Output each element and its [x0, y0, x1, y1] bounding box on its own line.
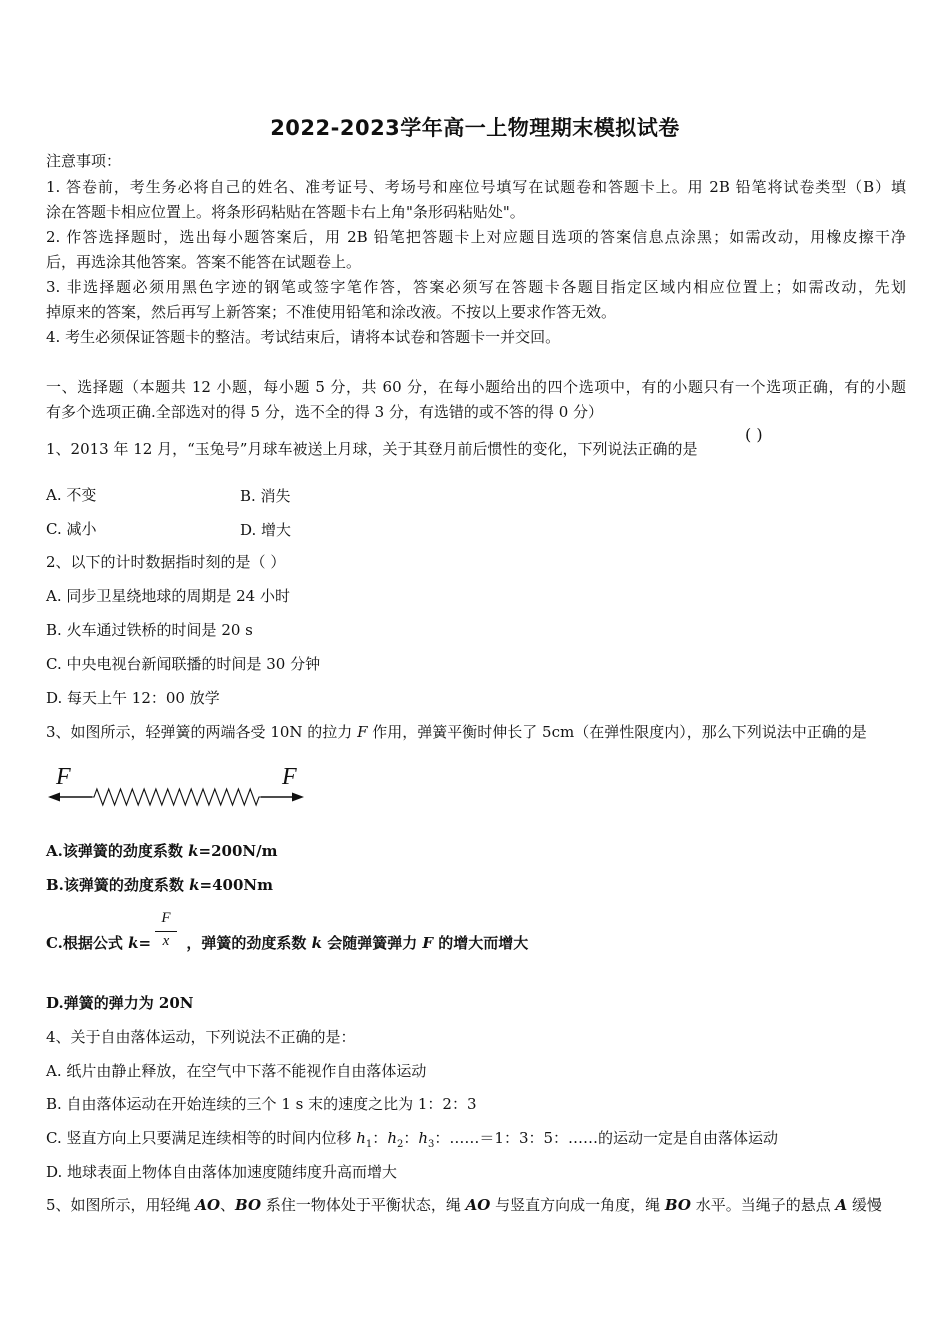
force-label-left: F: [56, 764, 71, 790]
question-3-option-a: A.该弹簧的劲度系数 k=200N/m: [46, 842, 278, 860]
notice-line-6: 掉原来的答案，然后再写上新答案；不准使用铅笔和涂改液。不按以上要求作答无效。: [46, 303, 617, 321]
question-1-stem: 1、2013 年 12 月，“玉兔号”月球车被送上月球，关于其登月前后惯性的变化，下列说法正确的是: [46, 440, 698, 458]
arrow-right-head: [292, 793, 304, 802]
question-3-option-c: C.根据公式 k= ，弹簧的劲度系数 k 会随弹簧弹力 F 的增大而增大: [46, 934, 529, 952]
arrow-left-head: [48, 793, 60, 802]
spring-coil: [92, 789, 261, 805]
question-1-option-c: C. 减小: [46, 520, 97, 538]
notice-line-1: 1. 答卷前，考生务必将自己的姓名、准考证号、考场号和座位号填写在试题卷和答题卡上。用 2B 铅笔将试卷类型（B）填: [46, 178, 906, 196]
fraction-bar: [155, 931, 177, 932]
question-3-option-b: B.该弹簧的劲度系数 k=400Nm: [46, 876, 273, 894]
notice-line-4: 后，再选涂其他答案。答案不能答在试题卷上。: [46, 253, 362, 271]
question-1-answer-blank: ( ): [745, 425, 763, 444]
question-1-option-b: B. 消失: [240, 487, 291, 505]
page-title: 2022-2023学年高一上物理期末模拟试卷: [270, 116, 680, 140]
question-2-option-b: B. 火车通过铁桥的时间是 20 s: [46, 621, 253, 639]
notice-heading: 注意事项：: [46, 152, 122, 170]
question-5-stem: 5、如图所示，用轻绳 AO、BO 系住一物体处于平衡状态，绳 AO 与竖直方向成一角度，绳 BO 水平。当绳子的悬点 A 缓慢: [46, 1196, 882, 1214]
force-label-right: F: [282, 764, 297, 790]
question-2-option-a: A. 同步卫星绕地球的周期是 24 小时: [46, 587, 290, 605]
fraction-numerator: F: [161, 910, 171, 926]
question-2-stem: 2、以下的计时数据指时刻的是（ ）: [46, 553, 286, 571]
question-4-option-d: D. 地球表面上物体自由落体加速度随纬度升高而增大: [46, 1163, 398, 1181]
fraction-denominator: x: [162, 933, 170, 949]
question-1-option-a: A. 不变: [46, 486, 97, 504]
notice-line-5: 3. 非选择题必须用黑色字迹的钢笔或签字笔作答，答案必须写在答题卡各题目指定区域内相应位置上；如需改动，先划: [46, 278, 906, 296]
question-1-option-d: D. 增大: [240, 521, 292, 539]
notice-line-3: 2. 作答选择题时，选出每小题答案后，用 2B 铅笔把答题卡上对应题目选项的答案信息点涂黑；如需改动，用橡皮擦干净: [46, 228, 906, 246]
question-4-option-c: C. 竖直方向上只要满足连续相等的时间内位移 $h_1$：$h_2$：$h_3$：……＝1：3：5：……的运动一定是自由落体运动: [46, 1129, 779, 1150]
notice-line-2: 涂在答题卡相应位置上。将条形码粘贴在答题卡右上角"条形码粘贴处"。: [46, 203, 525, 221]
formula-fraction: [155, 910, 177, 950]
question-3-stem: 3、如图所示，轻弹簧的两端各受 10N 的拉力 F 作用，弹簧平衡时伸长了 5cm（在弹性限度内），那么下列说法中正确的是: [46, 723, 867, 741]
section-heading-line-2: 有多个选项正确.全部选对的得 5 分，选不全的得 3 分，有选错的或不答的得 0 分）: [46, 403, 604, 421]
question-2-option-c: C. 中央电视台新闻联播的时间是 30 分钟: [46, 655, 321, 673]
spring-figure: [44, 760, 314, 812]
question-2-option-d: D. 每天上午 12：00 放学: [46, 689, 220, 707]
section-heading-line-1: 一、选择题（本题共 12 小题，每小题 5 分，共 60 分，在每小题给出的四个选项中，有的小题只有一个选项正确，有的小题: [46, 378, 906, 396]
question-4-stem: 4、关于自由落体运动，下列说法不正确的是：: [46, 1028, 356, 1046]
question-3-option-d: D.弹簧的弹力为 20N: [46, 994, 194, 1012]
notice-line-7: 4. 考生必须保证答题卡的整洁。考试结束后，请将本试卷和答题卡一并交回。: [46, 328, 561, 346]
question-4-option-b: B. 自由落体运动在开始连续的三个 1 s 末的速度之比为 1：2：3: [46, 1095, 477, 1113]
question-4-option-a: A. 纸片由静止释放，在空气中下落不能视作自由落体运动: [46, 1062, 427, 1080]
